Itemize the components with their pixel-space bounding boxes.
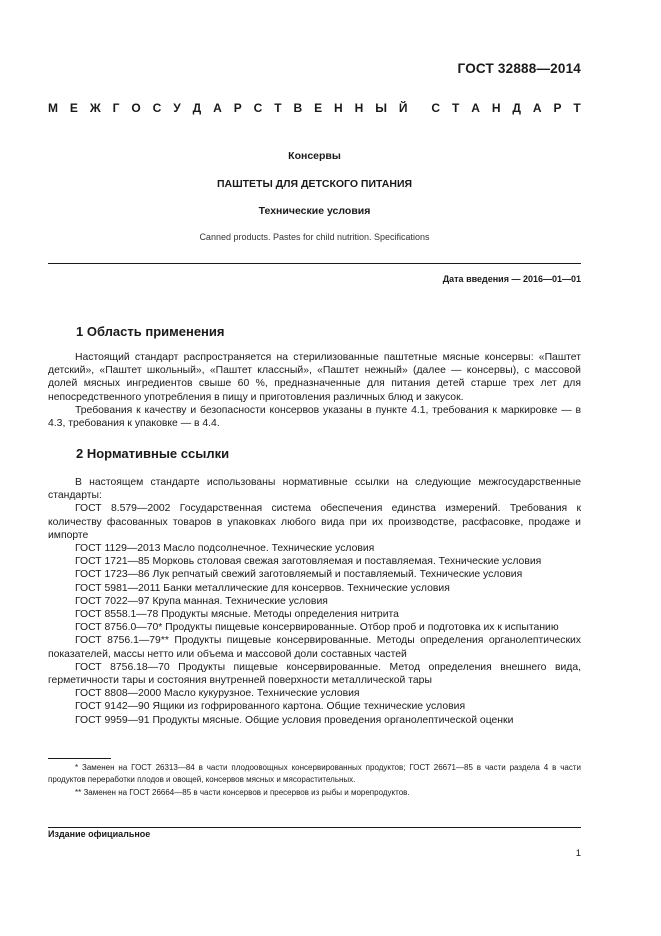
banner-letter: Н — [354, 101, 364, 115]
banner-letter: Г — [112, 101, 120, 115]
banner-letter: С — [152, 101, 162, 115]
banner-letter: С — [253, 101, 263, 115]
banner-letter: Т — [274, 101, 282, 115]
reference-item: ГОСТ 8558.1—78 Продукты мясные. Методы определения нитрита — [75, 609, 399, 621]
title-product-group: Консервы — [288, 150, 341, 162]
banner-letter: Д — [192, 101, 202, 115]
banner-letter: У — [173, 101, 181, 115]
banner-letter: Т — [451, 101, 460, 115]
reference-item: ГОСТ 1721—85 Морковь столовая свежая заготовляемая и поставляемая. Технические условия — [75, 556, 542, 568]
reference-item: ГОСТ 9142—90 Ящики из гофрированного картона. Общие технические условия — [75, 701, 466, 713]
reference-item: ГОСТ 8756.18—70 Продукты пищевые консервированные. Метод определения внешнего вида, герметичности тары и состояния внутренней поверхности металлической тары — [48, 661, 581, 687]
banner-letter: Й — [398, 101, 408, 115]
reference-item: ГОСТ 9959—91 Продукты мясные. Общие условия проведения органолептической оценки — [75, 714, 514, 726]
interstate-standard-banner — [48, 101, 581, 115]
reference-item: ГОСТ 8756.1—79** Продукты пищевые консервированные. Методы определения органолептических показателей, массы нетто или объема и массовой доли составных частей — [48, 635, 581, 660]
banner-letter: Р — [233, 101, 242, 115]
reference-item: ГОСТ 8.579—2002 Государственная система обеспечения единства измерений. Требования к количеству фасованных товаров в упаковках любого вида при их производстве, расфасовке, продаже и импорте — [48, 503, 581, 541]
footnote-text: * Заменен на ГОСТ 26313—84 в части плодоовощных консервированных продуктов; ГОСТ 26671—85 в части раздела 4 в части продуктов переработки плодов и овощей, консервов мясных и мясорастительных. — [48, 763, 581, 784]
banner-letter: О — [131, 101, 141, 115]
reference-item: ГОСТ 1723—86 Лук репчатый свежий заготовляемый и поставляемый. Технические условия — [75, 569, 523, 581]
banner-letter: А — [471, 101, 480, 115]
paragraph: Требования к качеству и безопасности консервов указаны в пункте 4.1, требования к маркировке — в 4.3, требования к упаковке — в 4.4. — [48, 404, 581, 430]
paragraph: В настоящем стандарте использованы нормативные ссылки на следующие межгосударственные стандарты: — [48, 477, 581, 502]
footnote-2 — [48, 787, 581, 799]
banner-letter: Р — [553, 101, 562, 115]
reference-item: ГОСТ 7022—97 Крупа манная. Технические условия — [75, 595, 328, 607]
banner-letter: Д — [512, 101, 521, 115]
official-edition-label: Издание официальное — [48, 829, 151, 839]
section-1-heading: 1 Область применения — [76, 324, 225, 339]
reference-item: ГОСТ 1129—2013 Масло подсолнечное. Технические условия — [75, 543, 375, 555]
banner-letter: Ы — [375, 101, 387, 115]
footnote-1 — [48, 762, 581, 786]
banner-letter: В — [293, 101, 303, 115]
banner-letter: Е — [69, 101, 78, 115]
section-1-body — [48, 351, 581, 430]
page-number: 1 — [575, 848, 581, 859]
banner-letter: Е — [314, 101, 323, 115]
banner-letter: Т — [573, 101, 581, 115]
footnote-separator — [48, 758, 111, 759]
title-english: Canned products. Pastes for child nutrition. Specifications — [199, 232, 430, 242]
banner-letter: Н — [491, 101, 501, 115]
banner-letter: Н — [334, 101, 343, 115]
title-main: ПАШТЕТЫ ДЛЯ ДЕТСКОГО ПИТАНИЯ — [216, 178, 413, 190]
gost-code: ГОСТ 32888—2014 — [457, 61, 581, 76]
paragraph: Настоящий стандарт распространяется на стерилизованные паштетные мясные консервы: «Паштет детский», «Паштет школьный», «Паштет классный», «Паштет нежный» (далее — консервы), с массовой долей мясных ингредиентов свыше 60 %, предназначенные для питания детей старше трех лет для непосредственного употребления в пищу и приготовления различных блюд и закусок. — [48, 352, 581, 403]
banner-letter: С — [431, 101, 441, 115]
footnote-text: ** Заменен на ГОСТ 26664—85 в части консервов и пресервов из рыбы и морепродуктов. — [75, 788, 410, 797]
banner-letter: Ж — [89, 101, 101, 115]
reference-item: ГОСТ 8808—2000 Масло кукурузное. Технические условия — [75, 688, 360, 700]
section-2-heading: 2 Нормативные ссылки — [76, 446, 230, 461]
banner-letter: А — [213, 101, 222, 115]
reference-item: ГОСТ 8756.0—70* Продукты пищевые консервированные. Отбор проб и подготовка их к испытанию — [75, 622, 559, 634]
title-subtitle: Технические условия — [258, 205, 371, 217]
section-2-body — [48, 476, 581, 727]
reference-item: ГОСТ 5981—2011 Банки металлические для консервов. Технические условия — [75, 582, 450, 594]
header-divider — [48, 263, 581, 264]
banner-letter: А — [532, 101, 542, 115]
introduction-date: Дата введения — 2016—01—01 — [442, 274, 581, 284]
banner-letter: М — [48, 101, 58, 115]
